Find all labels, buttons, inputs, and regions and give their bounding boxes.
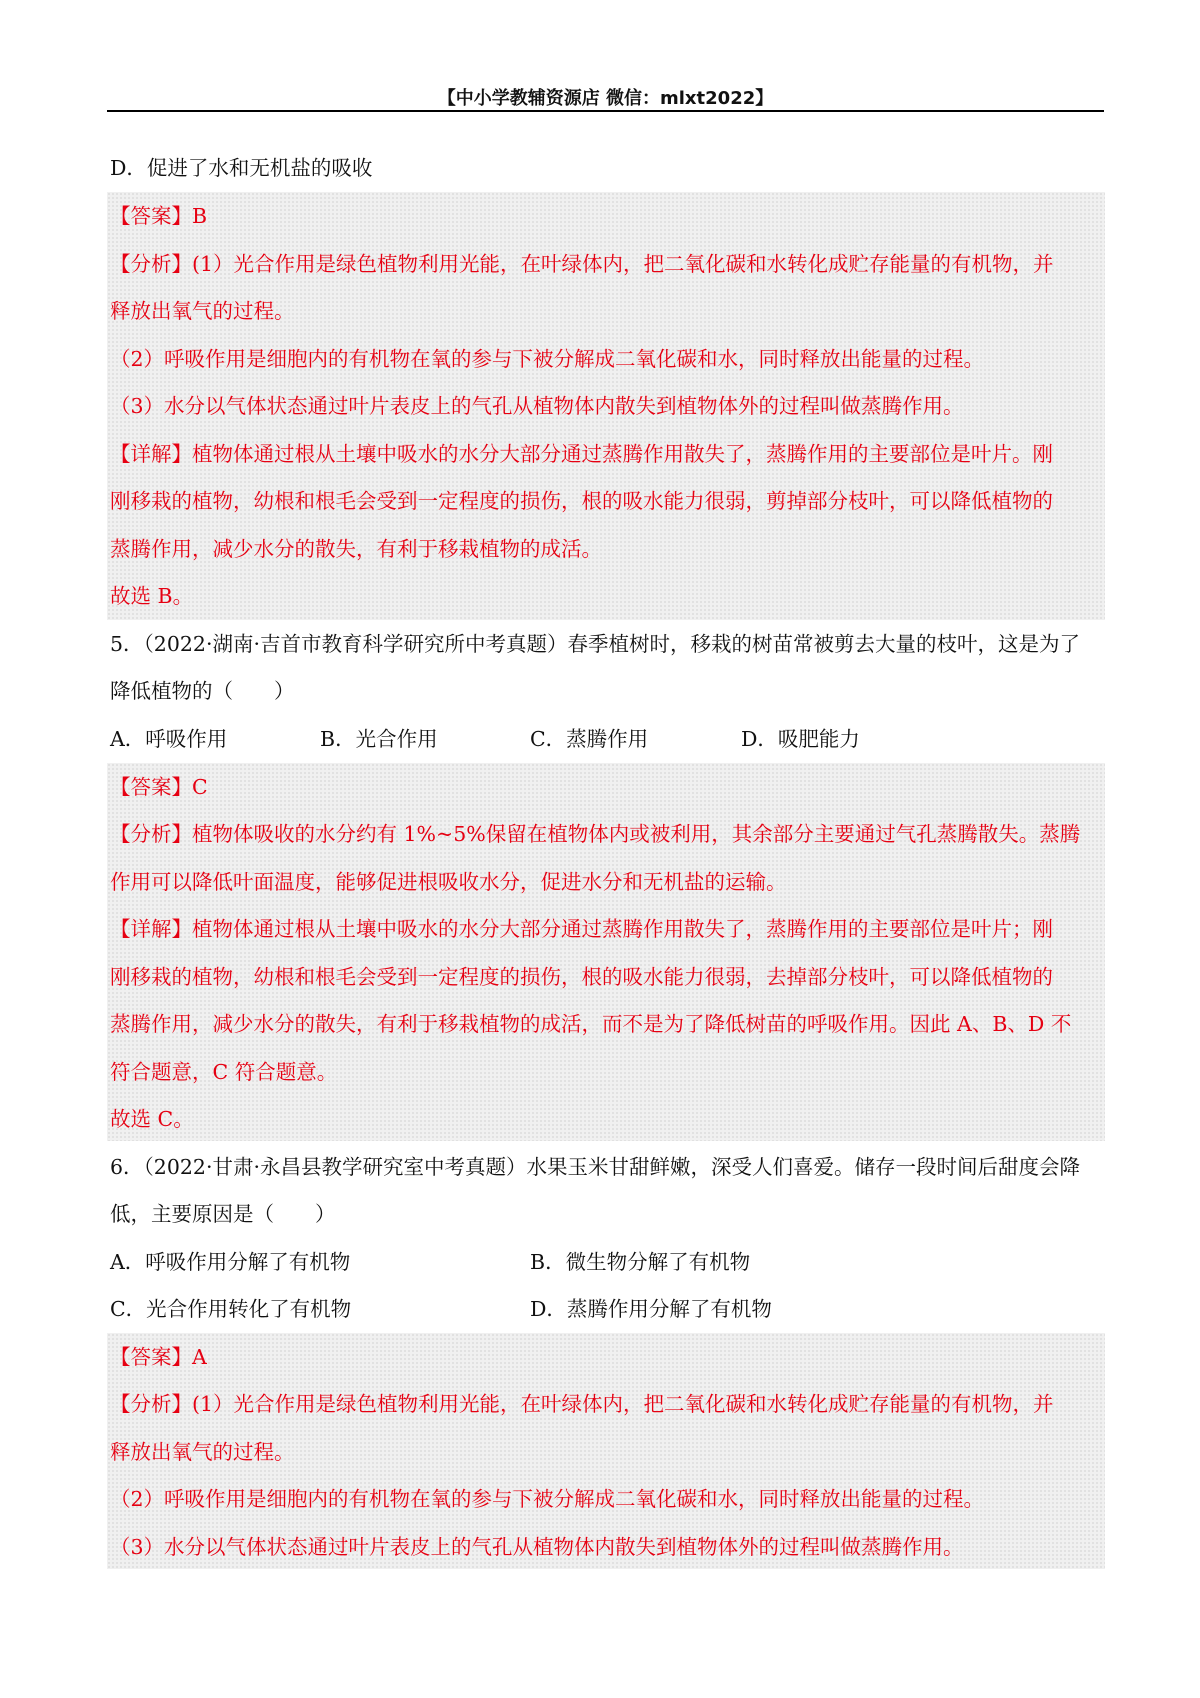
q6-answer: 【答案】A	[110, 1345, 207, 1369]
q4-detail-line-3: 蒸腾作用，减少水分的散失，有利于移栽植物的成活。	[110, 537, 602, 561]
header-divider	[107, 110, 1104, 112]
q4-detail-line-2: 刚移栽的植物，幼根和根毛会受到一定程度的损伤，根的吸水能力很弱，剪掉部分枝叶，可以降低植物的	[110, 489, 1053, 513]
q6-analysis-line-2: 释放出氧气的过程。	[110, 1440, 295, 1464]
q5-analysis-line-1: 【分析】植物体吸收的水分约有 1%~5%保留在植物体内或被利用，其余部分主要通过气孔蒸腾散失。蒸腾	[110, 822, 1081, 846]
q5-conclusion: 故选 C。	[110, 1107, 194, 1131]
q6-analysis-line-4: （3）水分以气体状态通过叶片表皮上的气孔从植物体内散失到植物体外的过程叫做蒸腾作用。	[110, 1535, 964, 1559]
q6-option-c: C．光合作用转化了有机物	[110, 1297, 352, 1321]
q6-stem-line-1: 6．（2022·甘肃·永昌县教学研究室中考真题）水果玉米甘甜鲜嫩，深受人们喜爱。储存一段时间后甜度会降	[110, 1155, 1080, 1179]
q5-option-d: D．吸肥能力	[741, 727, 860, 751]
q4-option-d: D．促进了水和无机盐的吸收	[110, 156, 373, 180]
q6-option-a: A．呼吸作用分解了有机物	[110, 1250, 351, 1274]
q5-option-c: C．蒸腾作用	[530, 727, 649, 751]
q4-detail-line-1: 【详解】植物体通过根从土壤中吸水的水分大部分通过蒸腾作用散失了，蒸腾作用的主要部位是叶片。刚	[110, 442, 1053, 466]
q4-conclusion: 故选 B。	[110, 584, 194, 608]
page-header: 【中小学教辅资源店 微信：mlxt2022】	[437, 88, 774, 109]
q5-option-a: A．呼吸作用	[110, 727, 228, 751]
q4-analysis-line-3: （2）呼吸作用是细胞内的有机物在氧的参与下被分解成二氧化碳和水，同时释放出能量的过程。	[110, 347, 985, 371]
q6-stem-line-2: 低，主要原因是（ ）	[110, 1202, 336, 1226]
q5-analysis-line-2: 作用可以降低叶面温度，能够促进根吸收水分，促进水分和无机盐的运输。	[110, 870, 787, 894]
q5-answer: 【答案】C	[110, 775, 208, 799]
q6-option-d: D．蒸腾作用分解了有机物	[530, 1297, 772, 1321]
q5-stem-line-1: 5．（2022·湖南·吉首市教育科学研究所中考真题）春季植树时，移栽的树苗常被剪去大量的枝叶，这是为了	[110, 632, 1080, 656]
q5-stem-line-2: 降低植物的（ ）	[110, 679, 295, 703]
q4-analysis-line-1: 【分析】(1）光合作用是绿色植物利用光能，在叶绿体内，把二氧化碳和水转化成贮存能量的有机物，并	[110, 252, 1054, 276]
q4-analysis-line-4: （3）水分以气体状态通过叶片表皮上的气孔从植物体内散失到植物体外的过程叫做蒸腾作用。	[110, 394, 964, 418]
q5-option-b: B．光合作用	[320, 727, 438, 751]
q6-option-b: B．微生物分解了有机物	[530, 1250, 751, 1274]
q5-detail-line-2: 刚移栽的植物，幼根和根毛会受到一定程度的损伤，根的吸水能力很弱，去掉部分枝叶，可以降低植物的	[110, 965, 1053, 989]
q6-analysis-line-1: 【分析】(1）光合作用是绿色植物利用光能，在叶绿体内，把二氧化碳和水转化成贮存能量的有机物，并	[110, 1392, 1054, 1416]
q4-analysis-line-2: 释放出氧气的过程。	[110, 299, 295, 323]
q5-detail-line-1: 【详解】植物体通过根从土壤中吸水的水分大部分通过蒸腾作用散失了，蒸腾作用的主要部位是叶片；刚	[110, 917, 1053, 941]
q5-detail-line-3: 蒸腾作用，减少水分的散失，有利于移栽植物的成活，而不是为了降低树苗的呼吸作用。因此 A、B、D 不	[110, 1012, 1072, 1036]
q4-answer: 【答案】B	[110, 204, 208, 228]
q5-detail-line-4: 符合题意，C 符合题意。	[110, 1060, 338, 1084]
q6-analysis-line-3: （2）呼吸作用是细胞内的有机物在氧的参与下被分解成二氧化碳和水，同时释放出能量的过程。	[110, 1487, 985, 1511]
